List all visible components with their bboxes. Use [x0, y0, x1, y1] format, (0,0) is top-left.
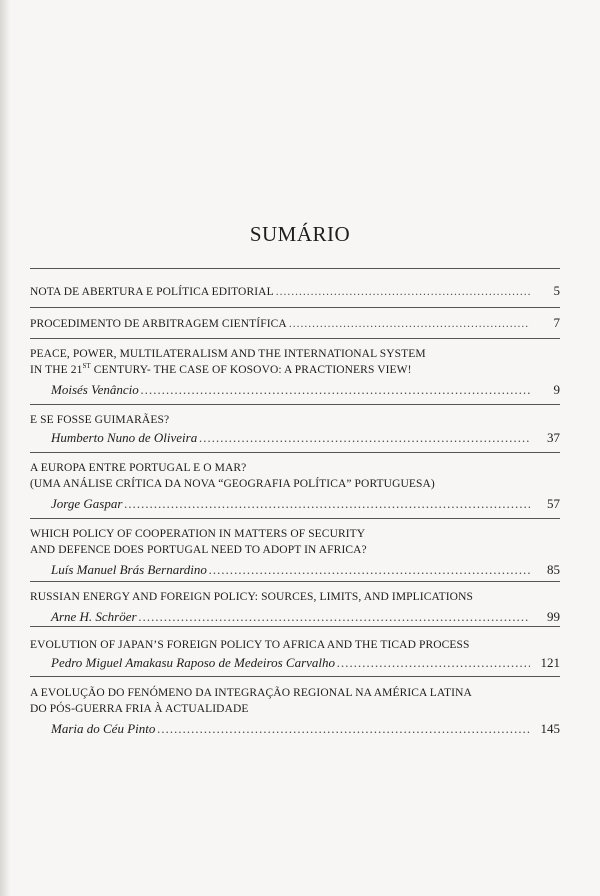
- dot-leader: [199, 430, 530, 446]
- entry-title: WHICH POLICY OF COOPERATION IN MATTERS OF SECURITY: [30, 528, 366, 540]
- toc-entry[interactable]: [30, 637, 560, 671]
- entry-title: A EVOLUÇÃO DO FENÓMENO DA INTEGRAÇÃO REGIONAL NA AMÉRICA LATINA: [30, 687, 472, 699]
- divider: [30, 626, 560, 627]
- dot-leader: [141, 382, 530, 398]
- dot-leader: [209, 562, 530, 578]
- toc-entry[interactable]: [30, 685, 560, 737]
- entry-title: E SE FOSSE GUIMARÃES?: [30, 414, 170, 426]
- dot-leader: [289, 316, 530, 332]
- toc-entry[interactable]: [30, 589, 560, 625]
- entry-title: RUSSIAN ENERGY AND FOREIGN POLICY: SOURCES, LIMITS, AND IMPLICATIONS: [30, 591, 473, 603]
- entry-title: AND DEFENCE DOES PORTUGAL NEED TO ADOPT IN AFRICA?: [30, 544, 367, 556]
- toc-entry[interactable]: [30, 315, 560, 332]
- divider: [30, 338, 560, 339]
- page-number: 99: [547, 609, 560, 624]
- page-number: 9: [553, 382, 560, 397]
- entry-title: NOTA DE ABERTURA E POLÍTICA EDITORIAL: [30, 286, 274, 298]
- divider: [30, 676, 560, 677]
- page-number: 57: [547, 496, 560, 511]
- entry-title: (UMA ANÁLISE CRÍTICA DA NOVA “GEOGRAFIA POLÍTICA” PORTUGUESA): [30, 478, 435, 490]
- superscript: ST: [82, 362, 91, 371]
- entry-author: Humberto Nuno de Oliveira: [51, 430, 198, 445]
- page-shadow: [0, 0, 10, 896]
- entry-title: PEACE, POWER, MULTILATERALISM AND THE INTERNATIONAL SYSTEM: [30, 348, 426, 360]
- page-number: 85: [547, 562, 560, 577]
- divider: [30, 307, 560, 308]
- page-number: 37: [547, 430, 560, 445]
- entry-author: Arne H. Schröer: [51, 609, 137, 624]
- entry-title: DO PÓS-GUERRA FRIA À ACTUALIDADE: [30, 703, 249, 715]
- page-number: 5: [553, 283, 560, 298]
- entry-title: PROCEDIMENTO DE ARBITRAGEM CIENTÍFICA: [30, 318, 287, 330]
- dot-leader: [337, 655, 530, 671]
- entry-title: A EUROPA ENTRE PORTUGAL E O MAR?: [30, 462, 247, 474]
- dot-leader: [276, 284, 530, 300]
- page-number: 121: [540, 655, 560, 670]
- page-number: 145: [540, 721, 560, 736]
- dot-leader: [124, 496, 530, 512]
- page-title: SUMÁRIO: [249, 222, 351, 246]
- divider: [30, 452, 560, 453]
- entry-author: Luís Manuel Brás Bernardino: [51, 562, 207, 577]
- divider: [30, 404, 560, 405]
- entry-title: [30, 362, 412, 378]
- entry-author: Moisés Venâncio: [51, 382, 139, 397]
- entry-author: Maria do Céu Pinto: [51, 721, 156, 736]
- entry-author: Jorge Gaspar: [51, 496, 123, 511]
- entry-author: Pedro Miguel Amakasu Raposo de Medeiros Carvalho: [51, 655, 336, 670]
- entry-title-part: IN THE 21: [30, 364, 83, 376]
- toc-entry[interactable]: [30, 460, 560, 512]
- page-number: 7: [553, 315, 560, 330]
- toc-entry[interactable]: [30, 346, 560, 398]
- entry-title: EVOLUTION OF JAPAN’S FOREIGN POLICY TO AFRICA AND THE TICAD PROCESS: [30, 639, 470, 651]
- dot-leader: [139, 609, 530, 625]
- toc-entry[interactable]: [30, 526, 560, 578]
- toc-entry[interactable]: [30, 283, 560, 300]
- divider: [30, 581, 560, 582]
- divider: [30, 518, 560, 519]
- divider: [30, 268, 560, 269]
- entry-title-part: CENTURY- THE CASE OF KOSOVO: A PRACTIONERS VIEW!: [90, 364, 412, 376]
- dot-leader: [157, 721, 530, 737]
- toc-entry[interactable]: [30, 412, 560, 446]
